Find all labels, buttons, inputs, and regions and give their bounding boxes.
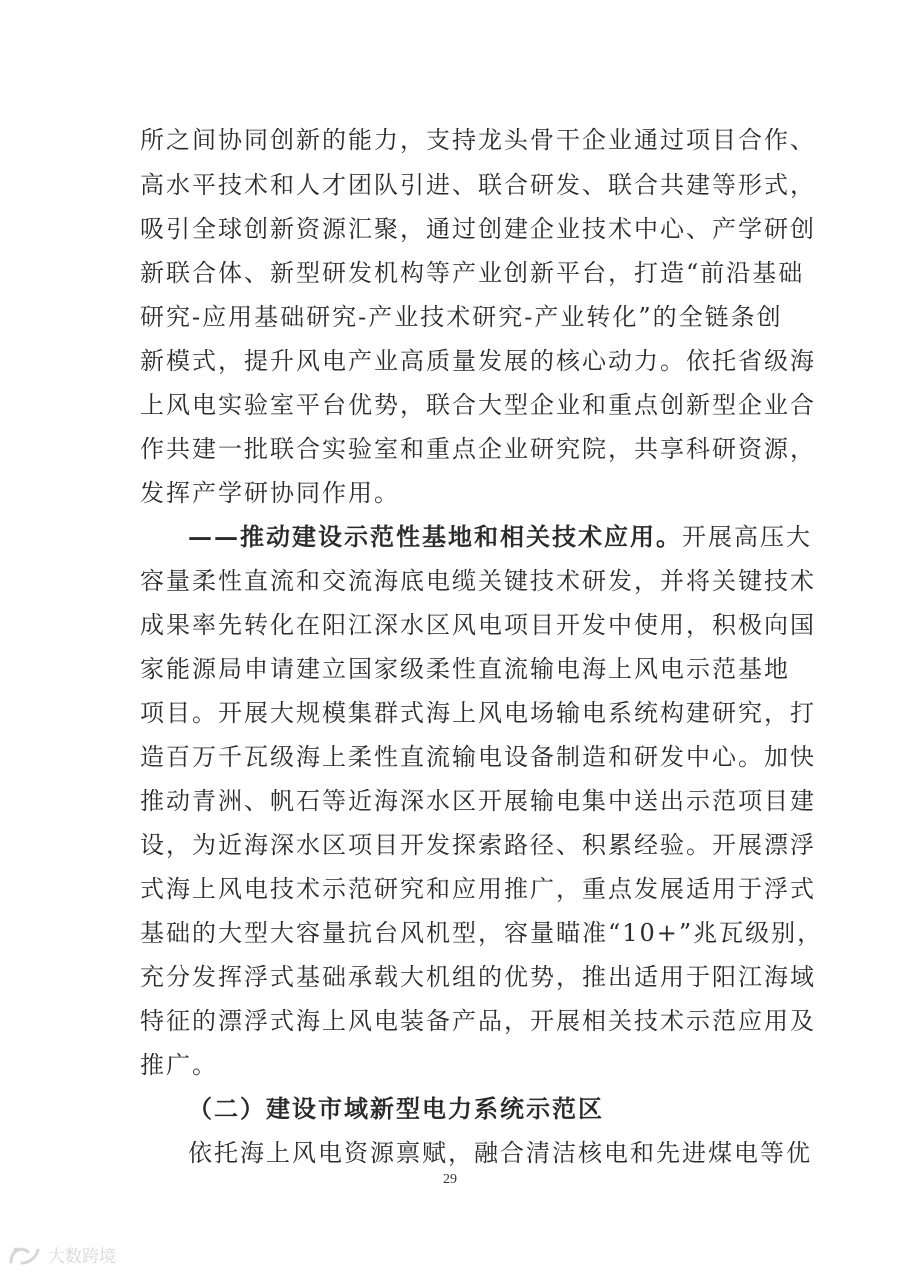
paragraph-heading: ——推动建设示范性基地和相关技术应用。 bbox=[188, 522, 682, 551]
body-line: 式海上风电技术示范研究和应用推广，重点发展适用于浮式 bbox=[140, 875, 816, 903]
body-line: 设，为近海深水区项目开发探索路径、积累经验。开展漂浮 bbox=[140, 831, 816, 859]
body-line: 容量柔性直流和交流海底电缆关键技术研发，并将关键技术 bbox=[140, 567, 816, 595]
body-line: 新联合体、新型研发机构等产业创新平台，打造“前沿基础 bbox=[140, 259, 805, 287]
section-heading: （二）建设市域新型电力系统示范区 bbox=[188, 1094, 604, 1123]
body-line: 基础的大型大容量抗台风机型，容量瞄准“10+”兆瓦级别， bbox=[140, 919, 824, 947]
body-line: 依托海上风电资源禀赋，融合清洁核电和先进煤电等优 bbox=[188, 1139, 812, 1167]
body-line: 上风电实验室平台优势，联合大型企业和重点创新型企业合 bbox=[140, 391, 816, 419]
body-line: 推动青洲、帆石等近海深水区开展输电集中送出示范项目建 bbox=[140, 787, 816, 815]
body-line: 研究-应用基础研究-产业技术研究-产业转化”的全链条创 bbox=[140, 303, 783, 331]
body-line: 高水平技术和人才团队引进、联合研发、联合共建等形式， bbox=[140, 171, 816, 199]
body-line: 充分发挥浮式基础承载大机组的优势，推出适用于阳江海域 bbox=[140, 963, 816, 991]
body-line: 吸引全球创新资源汇聚，通过创建企业技术中心、产学研创 bbox=[140, 215, 816, 243]
body-line: 推广。 bbox=[140, 1051, 218, 1079]
body-line: 所之间协同创新的能力，支持龙头骨干企业通过项目合作、 bbox=[140, 126, 816, 154]
body-line: 造百万千瓦级海上柔性直流输电设备制造和研发中心。加快 bbox=[140, 743, 816, 771]
page-number: 29 bbox=[443, 1172, 457, 1187]
body-line: 特征的漂浮式海上风电装备产品，开展相关技术示范应用及 bbox=[140, 1007, 816, 1035]
body-line: 成果率先转化在阳江深水区风电项目开发中使用，积极向国 bbox=[140, 611, 816, 639]
body-line: 项目。开展大规模集群式海上风电场输电系统构建研究，打 bbox=[140, 699, 816, 727]
paragraph-lead-text: 开展高压大 bbox=[682, 523, 812, 551]
watermark-text: 大数跨境 bbox=[48, 1247, 116, 1267]
body-line: 作共建一批联合实验室和重点企业研究院，共享科研资源， bbox=[140, 435, 816, 463]
body-line: 家能源局申请建立国家级柔性直流输电海上风电示范基地 bbox=[140, 655, 790, 683]
body-line: 新模式，提升风电产业高质量发展的核心动力。依托省级海 bbox=[140, 347, 816, 375]
body-line: 发挥产学研协同作用。 bbox=[140, 479, 400, 507]
watermark bbox=[8, 1242, 116, 1267]
watermark-logo-icon bbox=[8, 1244, 42, 1266]
paragraph-first-line bbox=[188, 522, 812, 552]
